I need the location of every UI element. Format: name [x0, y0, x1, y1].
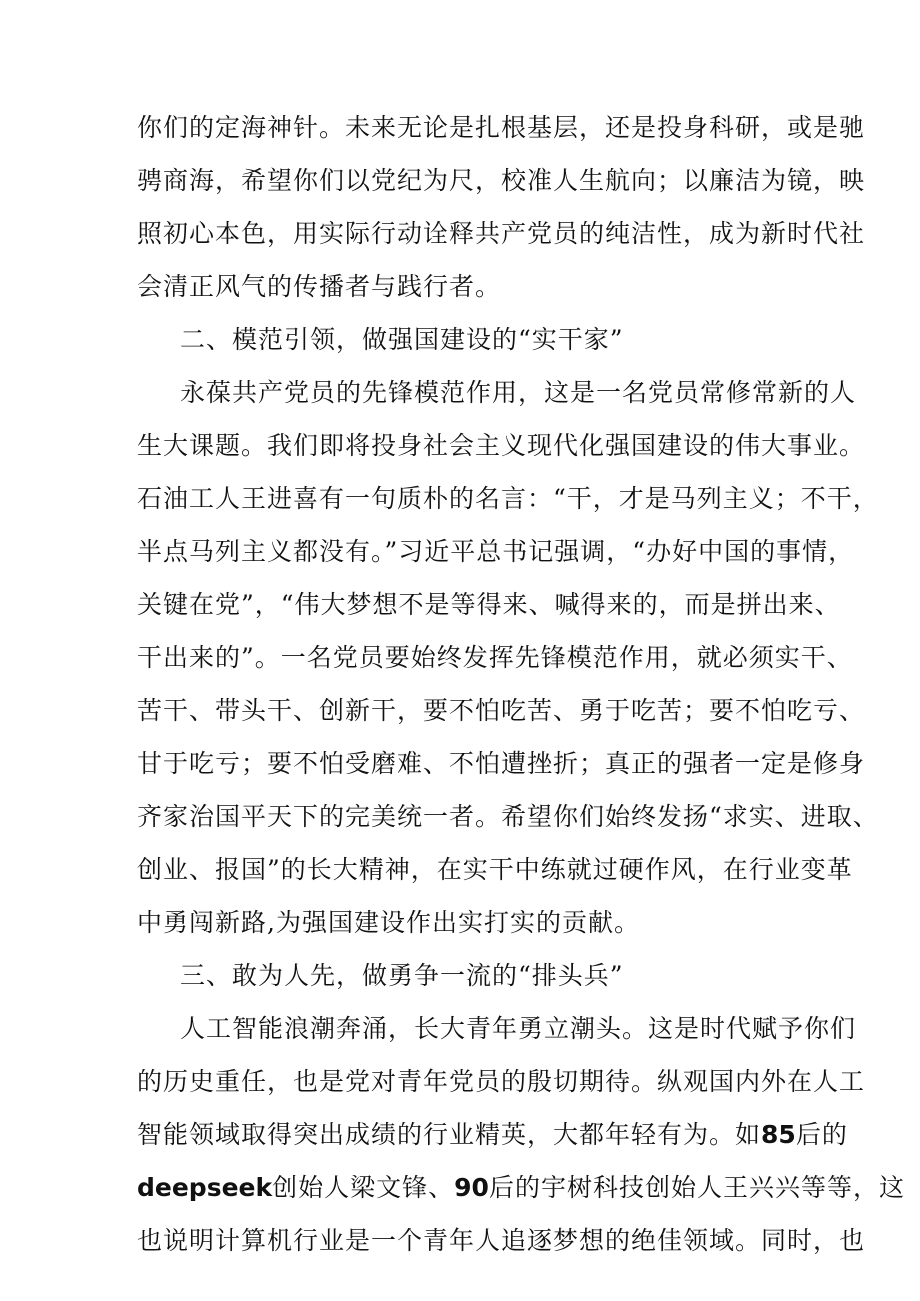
text-segment: deepseek — [137, 1173, 273, 1202]
text-segment: 后的宇树科技创始人王兴兴等等，这 — [488, 1173, 905, 1202]
text-line: 人工智能浪潮奔涌，长大青年勇立潮头。这是时代赋予你们 — [180, 1014, 857, 1043]
text-segment: 85 — [761, 1120, 796, 1149]
text-line: 你们的定海神针。未来无论是扎根基层，还是投身科研，或是驰 — [137, 113, 866, 142]
text-line: 苦干、带头干、创新干，要不怕吃苦、勇于吃苦；要不怕吃亏、 — [137, 696, 866, 725]
text-line: 甘于吃亏；要不怕受磨难、不怕遭挫折；真正的强者一定是修身 — [137, 749, 866, 778]
text-line: 石油工人王进喜有一句质朴的名言：“干，才是马列主义；不干， — [137, 484, 879, 513]
text-line — [137, 1158, 905, 1218]
text-segment: 90 — [454, 1173, 489, 1202]
text-line: 照初心本色，用实际行动诠释共产党员的纯洁性，成为新时代社 — [137, 219, 866, 248]
text-line: 干出来的”。一名党员要始终发挥先锋模范作用，就必须实干、 — [137, 643, 853, 672]
text-line: 齐家治国平天下的完美统一者。希望你们始终发扬“求实、进取、 — [137, 802, 879, 831]
text-line — [137, 1105, 848, 1165]
text-line: 骋商海，希望你们以党纪为尺，校准人生航向；以廉洁为镜，映 — [137, 166, 866, 195]
text-line: 永葆共产党员的先锋模范作用，这是一名党员常修常新的人 — [180, 378, 857, 407]
text-segment: 后的 — [795, 1120, 848, 1149]
text-line: 关键在党”，“伟大梦想不是等得来、喊得来的，而是拼出来、 — [137, 590, 841, 619]
text-segment: 创始人梁文锋、 — [272, 1173, 455, 1202]
text-line: 也说明计算机行业是一个青年人追逐梦想的绝佳领域。同时，也 — [137, 1226, 866, 1255]
section-heading-3: 三、敢为人先，做勇争一流的“排头兵” — [180, 961, 624, 990]
text-line: 的历史重任，也是党对青年党员的殷切期待。纵观国内外在人工 — [137, 1067, 866, 1096]
text-line: 会清正风气的传播者与践行者。 — [137, 272, 502, 301]
text-line: 中勇闯新路,为强国建设作出实打实的贡献。 — [137, 908, 640, 937]
text-line: 生大课题。我们即将投身社会主义现代化强国建设的伟大事业。 — [137, 431, 866, 460]
text-line: 半点马列主义都没有。”习近平总书记强调，“办好中国的事情， — [137, 537, 855, 566]
text-segment: 智能领域取得突出成绩的行业精英，大都年轻有为。如 — [137, 1120, 762, 1149]
text-line: 创业、报国”的长大精神，在实干中练就过硬作风，在行业变革 — [137, 855, 853, 884]
section-heading-2: 二、模范引领，做强国建设的“实干家” — [180, 325, 624, 354]
